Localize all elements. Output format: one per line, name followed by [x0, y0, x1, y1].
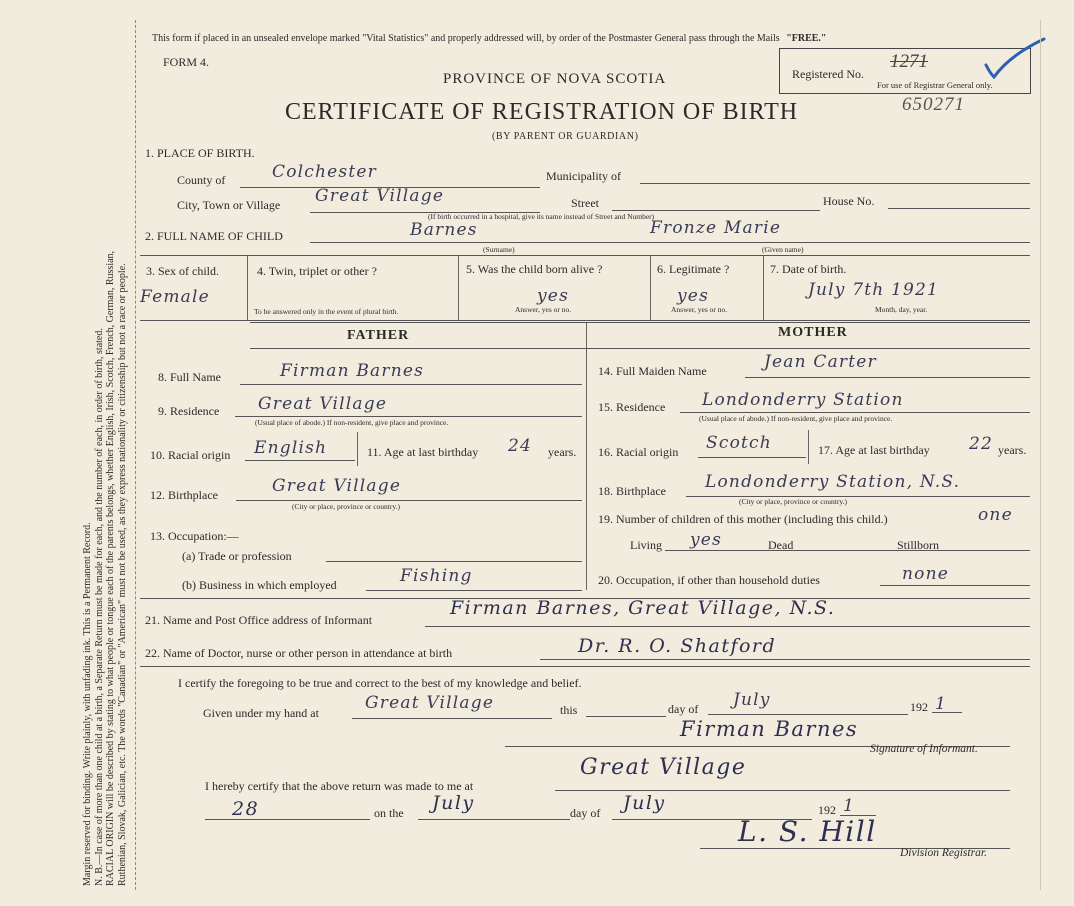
father-name-line [240, 384, 582, 385]
on-the-line [418, 819, 570, 820]
given-note: (Given name) [762, 245, 804, 254]
certify-text: I certify the foregoing to be true and correct to the best of my knowledge and belief. [178, 676, 582, 690]
mother-living-line [665, 550, 1030, 551]
given-label: Given under my hand at [203, 706, 319, 720]
sex-label: 3. Sex of child. [146, 264, 219, 278]
side-note-line1: Margin reserved for binding. Write plainly, with unfading ink. This is a Permanent Record. [82, 522, 93, 886]
legitimate-note: Answer, yes or no. [671, 305, 728, 314]
father-age-unit: years. [548, 445, 577, 459]
house-label: House No. [823, 194, 875, 208]
registrar-year-suffix: 1 [843, 796, 856, 816]
municipality-line [640, 183, 1030, 184]
mother-racial-divider [808, 430, 809, 464]
mother-occupation-line [880, 585, 1030, 586]
mother-residence-note: (Usual place of abode.) If non-resident, give place and province. [699, 414, 893, 423]
father-age-label: 11. Age at last birthday [367, 445, 479, 459]
side-note-line4: Ruthenian, Slovak, Galician, etc. The words "Canadian" or "American" must not be used, as they express nationality or citizenship but not a race or people. [116, 263, 128, 886]
registered-box [779, 48, 1031, 94]
registrar-place-value: Great Village [580, 755, 747, 780]
parents-divider [586, 322, 587, 590]
father-residence-line [235, 416, 582, 417]
mother-stillborn-label: Stillborn [897, 538, 940, 552]
mother-racial-value: Scotch [706, 433, 772, 453]
mother-name-line [745, 377, 1030, 378]
informant-label: 21. Name and Post Office address of Informant [145, 613, 373, 627]
house-line [888, 208, 1030, 209]
registrar-month-value: July [623, 792, 666, 814]
child-name-label: 2. FULL NAME OF CHILD [145, 229, 283, 243]
informant-signature: Firman Barnes [680, 717, 859, 741]
certificate-subtitle: (BY PARENT OR GUARDIAN) [492, 131, 639, 142]
month-line [708, 714, 908, 715]
father-age-value: 24 [508, 436, 533, 456]
father-birthplace-value: Great Village [272, 476, 402, 496]
father-name-label: 8. Full Name [158, 370, 221, 384]
mother-heading: MOTHER [778, 325, 848, 340]
county-label: County of [177, 173, 226, 187]
father-racial-divider [357, 432, 358, 466]
year-line [932, 712, 962, 713]
mother-birthplace-line [686, 496, 1030, 497]
form-number: FORM 4. [163, 55, 210, 69]
mother-birthplace-note: (City or place, province or country.) [739, 497, 848, 506]
city-label: City, Town or Village [177, 198, 281, 212]
side-note-line2: N. B.—In case of more than one child at a birth, a Separate Return must be made for each, and the number of each, in order of birth, stated. [93, 328, 105, 886]
father-trade-label: (a) Trade or profession [182, 549, 292, 563]
mother-occupation-label: 20. Occupation, if other than household duties [598, 573, 820, 587]
sex-value: Female [140, 287, 210, 307]
mother-residence-value: Londonderry Station [702, 390, 904, 410]
registrar-year-prefix: 192 [818, 803, 836, 817]
mother-racial-line [698, 457, 806, 458]
city-value: Great Village [315, 186, 445, 206]
binding-margin [0, 0, 140, 906]
father-racial-label: 10. Racial origin [150, 448, 231, 462]
mother-age-unit: years. [998, 443, 1027, 457]
alive-note: Answer, yes or no. [515, 305, 572, 314]
mother-name-value: Jean Carter [764, 352, 877, 372]
stamp-number: 650271 [902, 94, 965, 115]
side-note-line3: RACIAL ORIGIN will be described by stating to what people or tongue each of the parents belongs, whether English, Irish, Scotch, French, German, Russian, [105, 250, 116, 886]
paper-edge [1040, 20, 1041, 890]
registered-label: Registered No. [792, 67, 864, 81]
registered-note: For use of Registrar General only. [877, 80, 993, 90]
registrar-certify-text: I hereby certify that the above return was made to me at [205, 779, 474, 793]
mother-birthplace-value: Londonderry Station, N.S. [705, 472, 961, 492]
mother-children-label: 19. Number of children of this mother (including this child.) [598, 512, 888, 526]
registrar-day-of-label: day of [570, 806, 601, 820]
child-given-value: Fronze Marie [650, 218, 782, 238]
given-place-value: Great Village [365, 693, 495, 713]
father-trade-line [326, 561, 582, 562]
on-the-value: July [432, 792, 475, 814]
registrar-place-line [555, 790, 1010, 791]
mother-living-label: Living [630, 538, 662, 552]
mother-racial-label: 16. Racial origin [598, 445, 679, 459]
mother-birthplace-label: 18. Birthplace [598, 484, 666, 498]
this-label: this [560, 703, 578, 717]
legitimate-value: yes [677, 286, 709, 306]
postal-free: "FREE." [786, 33, 827, 44]
province-heading: PROVINCE OF NOVA SCOTIA [443, 71, 667, 87]
mother-age-value: 22 [969, 434, 994, 454]
father-business-value: Fishing [400, 566, 473, 586]
info-row-top [140, 255, 1030, 256]
twin-label: 4. Twin, triplet or other ? [257, 264, 377, 278]
mother-residence-line [680, 412, 1030, 413]
signature-caption: Signature of Informant. [870, 743, 978, 755]
father-occupation-label: 13. Occupation:— [150, 529, 239, 543]
legitimate-label: 6. Legitimate ? [657, 262, 730, 276]
mother-living-value: yes [690, 530, 722, 550]
child-name-line [310, 242, 1030, 243]
father-business-label: (b) Business in which employed [182, 578, 337, 592]
certification-year-suffix: 1 [935, 694, 948, 714]
mother-residence-label: 15. Residence [598, 400, 666, 414]
father-racial-line [245, 460, 355, 461]
county-value: Colchester [272, 162, 377, 182]
child-surname-value: Barnes [410, 220, 478, 240]
registrar-day-line [205, 819, 370, 820]
postal-note: This form if placed in an unsealed envelope marked "Vital Statistics" and properly addressed will, by order of the Postmaster General pass through the Mails "FREE." [152, 33, 827, 44]
place-of-birth-label: 1. PLACE OF BIRTH. [145, 146, 255, 160]
surname-note: (Surname) [483, 245, 515, 254]
father-residence-note: (Usual place of abode.) If non-resident, give place and province. [255, 418, 449, 427]
day-of-label: day of [668, 702, 699, 716]
doctor-value: Dr. R. O. Shatford [578, 635, 777, 657]
street-line [612, 210, 820, 211]
doctor-label: 22. Name of Doctor, nurse or other person in attendance at birth [145, 646, 453, 660]
father-name-value: Firman Barnes [280, 361, 425, 381]
father-residence-value: Great Village [258, 394, 388, 414]
registered-value: 1271 [890, 51, 928, 72]
dob-note: Month, day, year. [875, 305, 928, 314]
parents-top-line [250, 322, 1030, 323]
registrar-day-value: 28 [232, 798, 260, 820]
father-business-line [366, 590, 582, 591]
info-divider-4 [763, 255, 764, 320]
dob-label: 7. Date of birth. [770, 262, 847, 276]
info-divider-1 [247, 255, 248, 320]
mother-children-value: one [978, 505, 1013, 525]
street-label: Street [571, 196, 599, 210]
informant-line [425, 626, 1030, 627]
side-notes [82, 251, 128, 886]
father-racial-value: English [254, 438, 328, 458]
father-heading: FATHER [347, 328, 410, 343]
margin-line [135, 20, 136, 890]
certification-month-value: July [733, 690, 771, 710]
parents-heading-line [250, 348, 1030, 349]
father-birthplace-line [236, 500, 582, 501]
info-row-bottom [140, 320, 1030, 321]
registrar-signature: L. S. Hill [738, 815, 877, 848]
twin-note: To be answered only in the event of plural birth. [254, 307, 399, 316]
father-residence-label: 9. Residence [158, 404, 220, 418]
mother-name-label: 14. Full Maiden Name [598, 364, 707, 378]
registrar-caption: Division Registrar. [900, 847, 987, 859]
info-divider-2 [458, 255, 459, 320]
father-birthplace-note: (City or place, province or country.) [292, 502, 401, 511]
this-line [586, 716, 666, 717]
mother-occupation-value: none [902, 564, 949, 584]
certification-top-line [140, 666, 1030, 667]
given-place-line [352, 718, 552, 719]
dob-value: July 7th 1921 [808, 280, 940, 300]
municipality-label: Municipality of [546, 169, 621, 183]
mother-age-label: 17. Age at last birthday [818, 443, 930, 457]
doctor-line [540, 659, 1030, 660]
on-the-label: on the [374, 806, 404, 820]
alive-label: 5. Was the child born alive ? [466, 262, 603, 276]
alive-value: yes [537, 286, 569, 306]
father-birthplace-label: 12. Birthplace [150, 488, 218, 502]
certificate-title: CERTIFICATE OF REGISTRATION OF BIRTH [285, 99, 799, 125]
mother-dead-label: Dead [768, 538, 794, 552]
info-divider-3 [650, 255, 651, 320]
informant-value: Firman Barnes, Great Village, N.S. [450, 597, 836, 619]
certification-year-prefix: 192 [910, 700, 928, 714]
hospital-note: (If birth occurred in a hospital, give its name instead of Street and Number) [428, 212, 655, 221]
